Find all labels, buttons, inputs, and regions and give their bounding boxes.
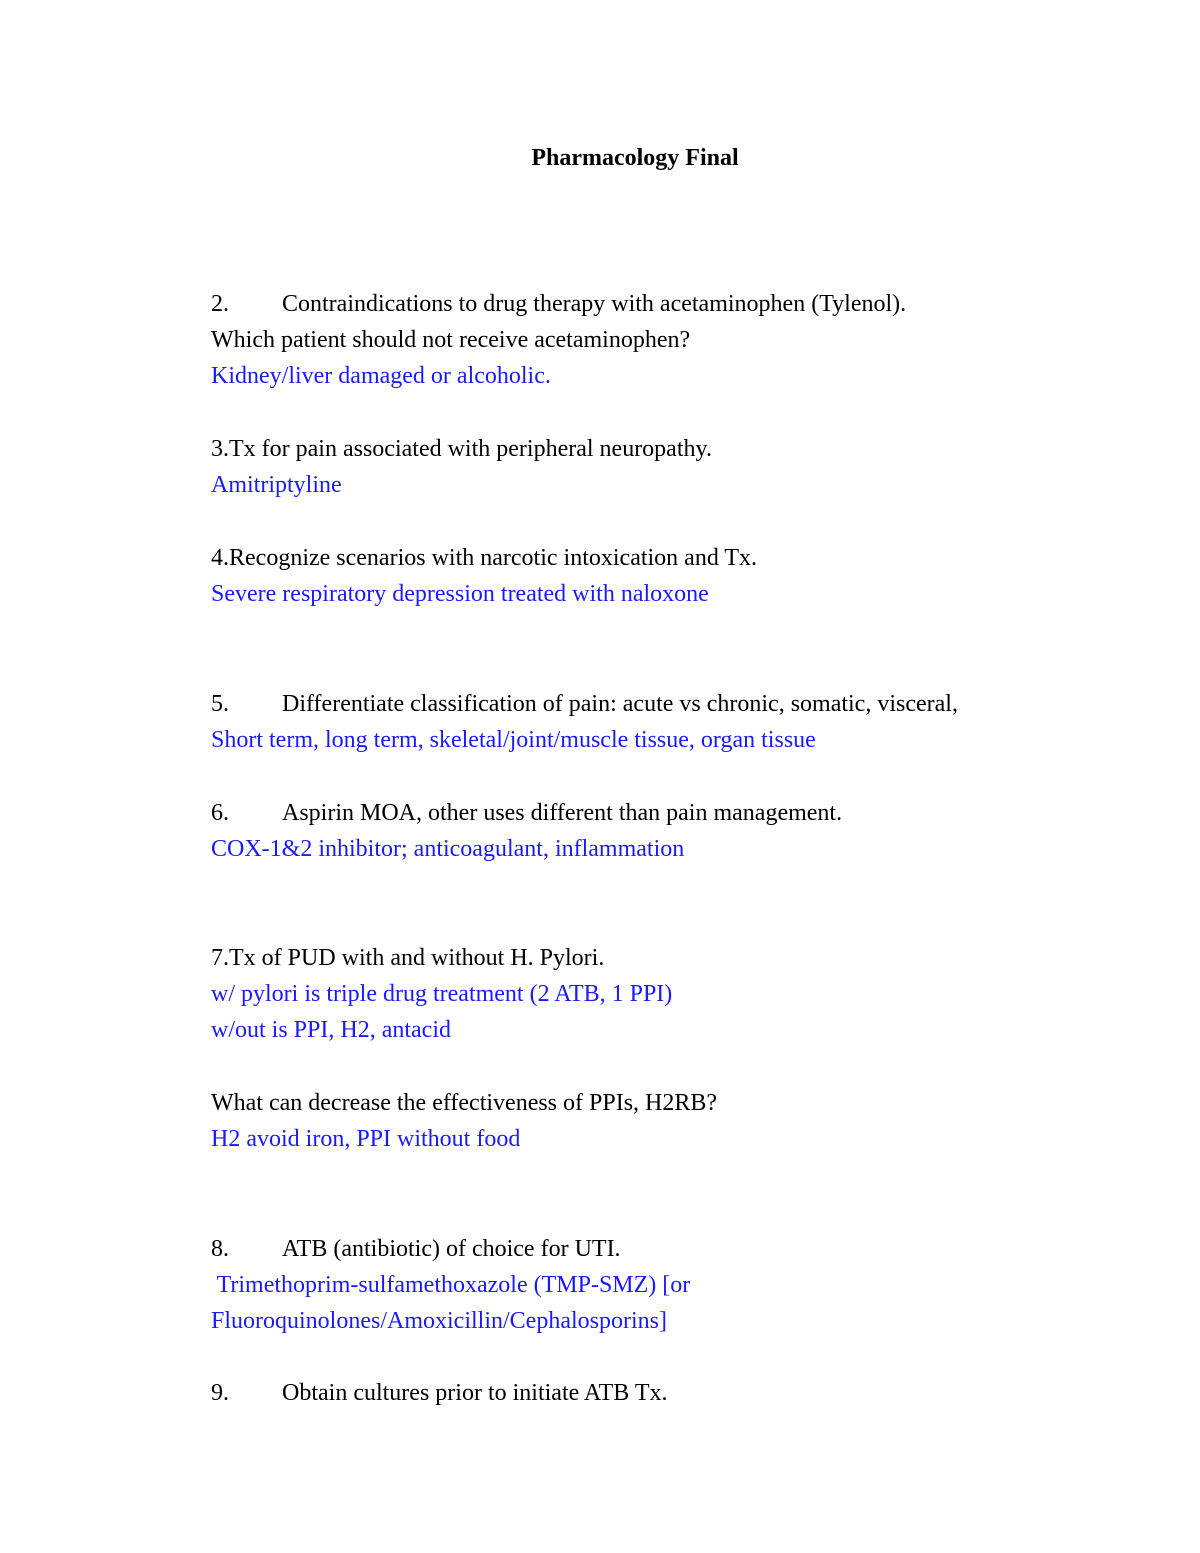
answer-8-line-2: Fluoroquinolones/Amoxicillin/Cephalosporins]	[211, 1308, 667, 1334]
question-prompt: ATB (antibiotic) of choice for UTI.	[282, 1236, 621, 1262]
answer-7-line-1: w/ pylori is triple drug treatment (2 ATB, 1 PPI)	[211, 981, 673, 1007]
answer-4: Severe respiratory depression treated with naloxone	[211, 581, 709, 607]
question-2-subprompt: Which patient should not receive acetaminophen?	[211, 327, 691, 353]
question-number: 9.	[211, 1380, 229, 1406]
question-number: 8.	[211, 1236, 229, 1262]
answer-2: Kidney/liver damaged or alcoholic.	[211, 363, 551, 389]
question-9	[211, 1377, 668, 1409]
answer-6: COX-1&2 inhibitor; anticoagulant, inflammation	[211, 836, 685, 862]
question-number: 5.	[211, 691, 229, 717]
question-prompt: Obtain cultures prior to initiate ATB Tx.	[282, 1380, 668, 1406]
question-number: 6.	[211, 800, 229, 826]
answer-5: Short term, long term, skeletal/joint/muscle tissue, organ tissue	[211, 727, 816, 753]
question-5	[211, 688, 958, 720]
question-prompt: Contraindications to drug therapy with acetaminophen (Tylenol).	[282, 291, 907, 317]
question-6	[211, 797, 842, 829]
answer-8-line-1: Trimethoprim-sulfamethoxazole (TMP-SMZ) [or	[211, 1272, 691, 1298]
question-2	[211, 288, 906, 320]
question-prompt: Aspirin MOA, other uses different than pain management.	[282, 800, 843, 826]
question-4: 4.Recognize scenarios with narcotic intoxication and Tx.	[211, 545, 758, 571]
answer-7-line-2: w/out is PPI, H2, antacid	[211, 1017, 451, 1043]
answer-3: Amitriptyline	[211, 472, 342, 498]
question-prompt: Differentiate classification of pain: acute vs chronic, somatic, visceral,	[282, 691, 958, 717]
question-number: 2.	[211, 291, 229, 317]
question-7: 7.Tx of PUD with and without H. Pylori.	[211, 945, 605, 971]
answer-7-followup: H2 avoid iron, PPI without food	[211, 1126, 521, 1152]
question-3: 3.Tx for pain associated with peripheral neuropathy.	[211, 436, 712, 462]
question-8	[211, 1233, 621, 1265]
document-title: Pharmacology Final	[531, 145, 739, 171]
question-7-followup: What can decrease the effectiveness of PPIs, H2RB?	[211, 1090, 718, 1116]
